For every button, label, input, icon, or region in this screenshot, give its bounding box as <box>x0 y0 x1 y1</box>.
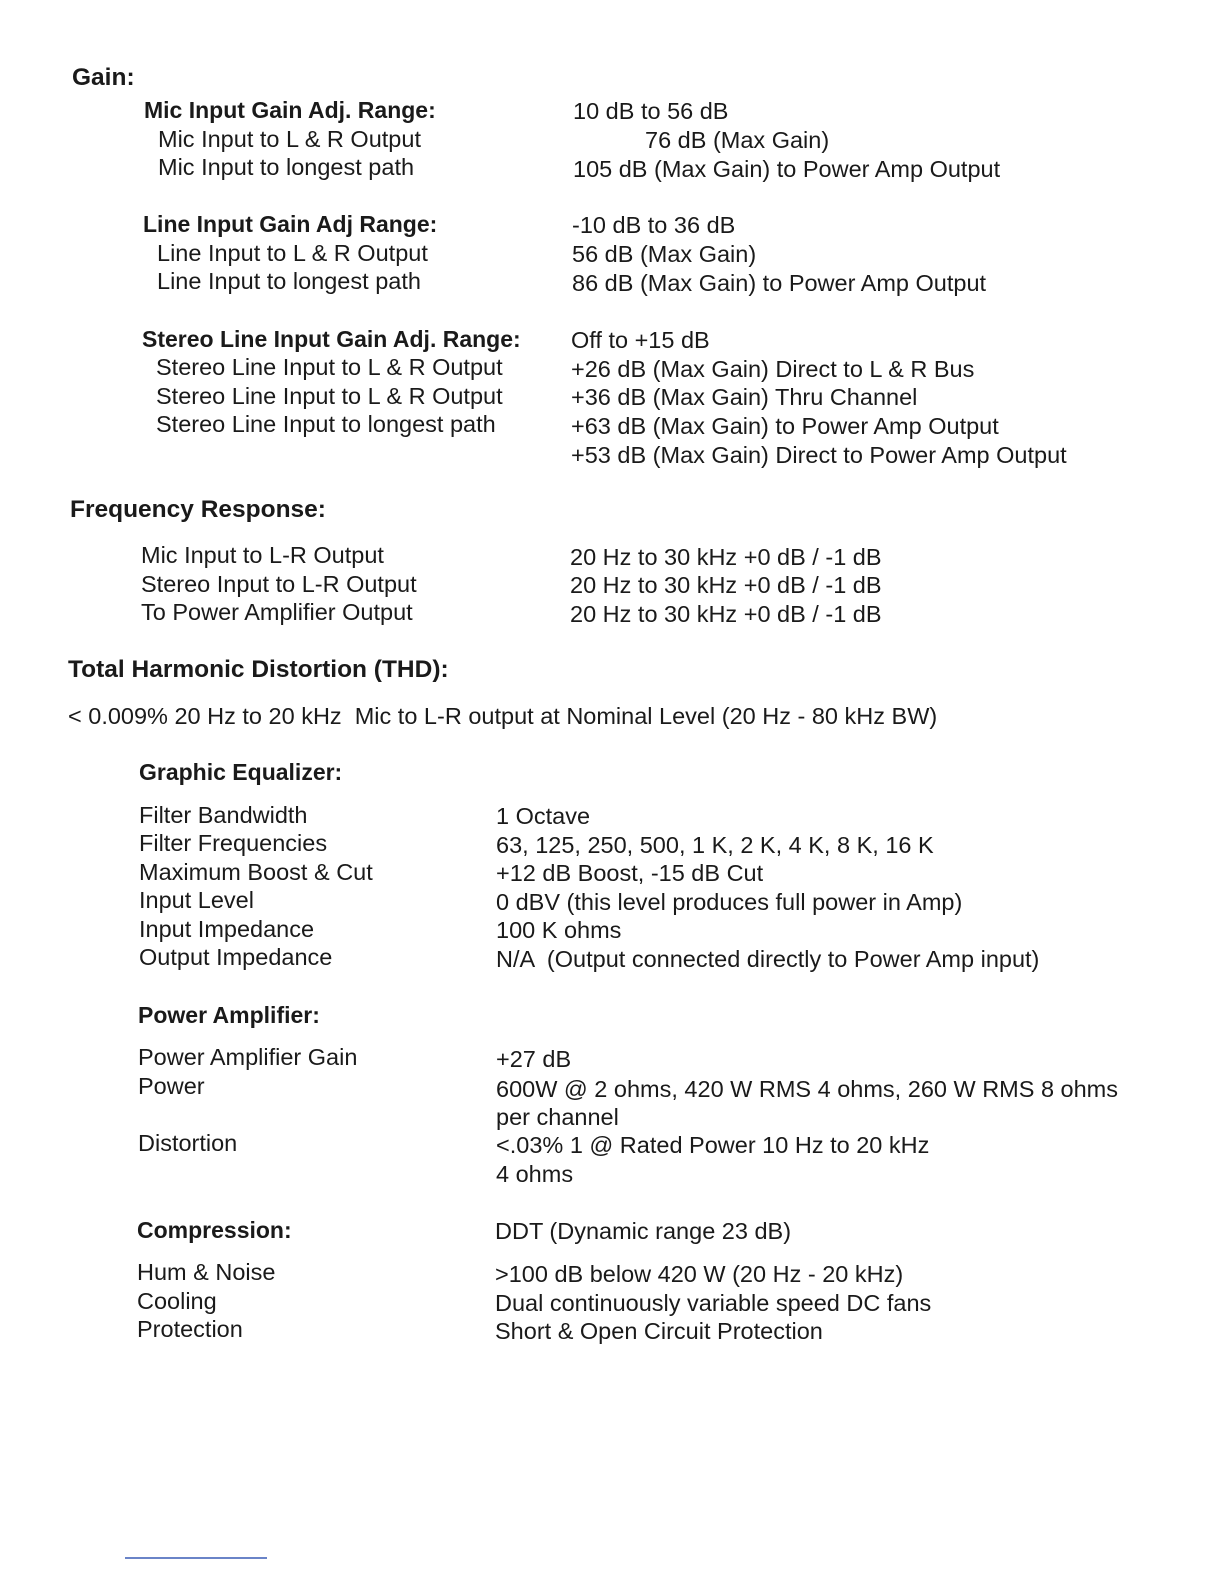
amp-gain-value: +27 dB <box>496 1046 572 1072</box>
eq-row-label: Output Impedance <box>139 944 333 970</box>
stereo-gain-title: Stereo Line Input Gain Adj. Range: <box>142 326 521 352</box>
eq-row-value: 100 K ohms <box>496 917 622 943</box>
eq-row-label: Input Impedance <box>139 916 315 942</box>
thd-text: < 0.009% 20 Hz to 20 kHz Mic to L-R output at Nominal Level (20 Hz - 80 kHz BW) <box>68 703 938 729</box>
footer-rule <box>125 1557 267 1559</box>
compression-value: DDT (Dynamic range 23 dB) <box>495 1218 792 1244</box>
eq-row-value: +12 dB Boost, -15 dB Cut <box>496 860 764 886</box>
thd-heading: Total Harmonic Distortion (THD): <box>68 656 449 683</box>
stereo-row-value: +26 dB (Max Gain) Direct to L & R Bus <box>571 356 975 382</box>
amp-power-value: 600W @ 2 ohms, 420 W RMS 4 ohms, 260 W RMS 8 ohms <box>496 1076 1119 1102</box>
mic-row-label: Mic Input to longest path <box>158 154 415 180</box>
mic-gain-title: Mic Input Gain Adj. Range: <box>144 97 436 123</box>
mic-row-label: Mic Input to L & R Output <box>158 126 421 152</box>
eq-row-value: 0 dBV (this level produces full power in Amp) <box>496 889 963 915</box>
amp-distortion-value-2: 4 ohms <box>496 1161 574 1187</box>
mic-gain-range: 10 dB to 56 dB <box>573 98 729 124</box>
freq-row-label: To Power Amplifier Output <box>141 599 413 625</box>
amp-gain-label: Power Amplifier Gain <box>138 1044 358 1070</box>
stereo-row-label: Stereo Line Input to longest path <box>156 411 496 437</box>
eq-row-label: Maximum Boost & Cut <box>139 859 373 885</box>
comp-row-label: Protection <box>137 1316 243 1342</box>
compression-heading: Compression: <box>137 1217 292 1243</box>
freq-row-value: 20 Hz to 30 kHz +0 dB / -1 dB <box>570 572 882 598</box>
eq-heading: Graphic Equalizer: <box>139 759 343 785</box>
comp-row-label: Cooling <box>137 1288 217 1314</box>
freq-row-label: Stereo Input to L-R Output <box>141 571 417 597</box>
freq-row-value: 20 Hz to 30 kHz +0 dB / -1 dB <box>570 601 882 627</box>
amp-heading: Power Amplifier: <box>138 1002 320 1028</box>
comp-row-label: Hum & Noise <box>137 1259 276 1285</box>
freq-row-label: Mic Input to L-R Output <box>141 542 384 568</box>
line-row-label: Line Input to L & R Output <box>157 240 428 266</box>
line-gain-range: -10 dB to 36 dB <box>572 212 736 238</box>
amp-power-value-2: per channel <box>496 1104 619 1130</box>
eq-row-value: N/A (Output connected directly to Power Amp input) <box>496 946 1040 972</box>
amp-distortion-label: Distortion <box>138 1130 238 1156</box>
eq-row-value: 1 Octave <box>496 803 591 829</box>
line-row-value: 56 dB (Max Gain) <box>572 241 757 267</box>
comp-row-value: Short & Open Circuit Protection <box>495 1318 823 1344</box>
line-row-value: 86 dB (Max Gain) to Power Amp Output <box>572 270 987 296</box>
amp-distortion-value: <.03% 1 @ Rated Power 10 Hz to 20 kHz <box>496 1132 930 1158</box>
mic-row-value: 105 dB (Max Gain) to Power Amp Output <box>573 156 1001 182</box>
gain-heading: Gain: <box>72 64 135 91</box>
stereo-extra-value: +53 dB (Max Gain) Direct to Power Amp Output <box>571 442 1067 468</box>
line-row-label: Line Input to longest path <box>157 268 421 294</box>
freq-row-value: 20 Hz to 30 kHz +0 dB / -1 dB <box>570 544 882 570</box>
stereo-row-value: +63 dB (Max Gain) to Power Amp Output <box>571 413 999 439</box>
stereo-row-label: Stereo Line Input to L & R Output <box>156 354 503 380</box>
stereo-row-value: +36 dB (Max Gain) Thru Channel <box>571 384 918 410</box>
frequency-heading: Frequency Response: <box>70 496 326 523</box>
mic-row-value: 76 dB (Max Gain) <box>645 127 830 153</box>
comp-row-value: Dual continuously variable speed DC fans <box>495 1290 932 1316</box>
eq-row-label: Input Level <box>139 887 254 913</box>
stereo-row-label: Stereo Line Input to L & R Output <box>156 383 503 409</box>
line-gain-title: Line Input Gain Adj Range: <box>143 211 438 237</box>
amp-power-label: Power <box>138 1073 205 1099</box>
comp-row-value: >100 dB below 420 W (20 Hz - 20 kHz) <box>495 1261 904 1287</box>
eq-row-label: Filter Bandwidth <box>139 802 308 828</box>
eq-row-value: 63, 125, 250, 500, 1 K, 2 K, 4 K, 8 K, 16 K <box>496 832 934 858</box>
stereo-gain-range: Off to +15 dB <box>571 327 710 353</box>
eq-row-label: Filter Frequencies <box>139 830 328 856</box>
